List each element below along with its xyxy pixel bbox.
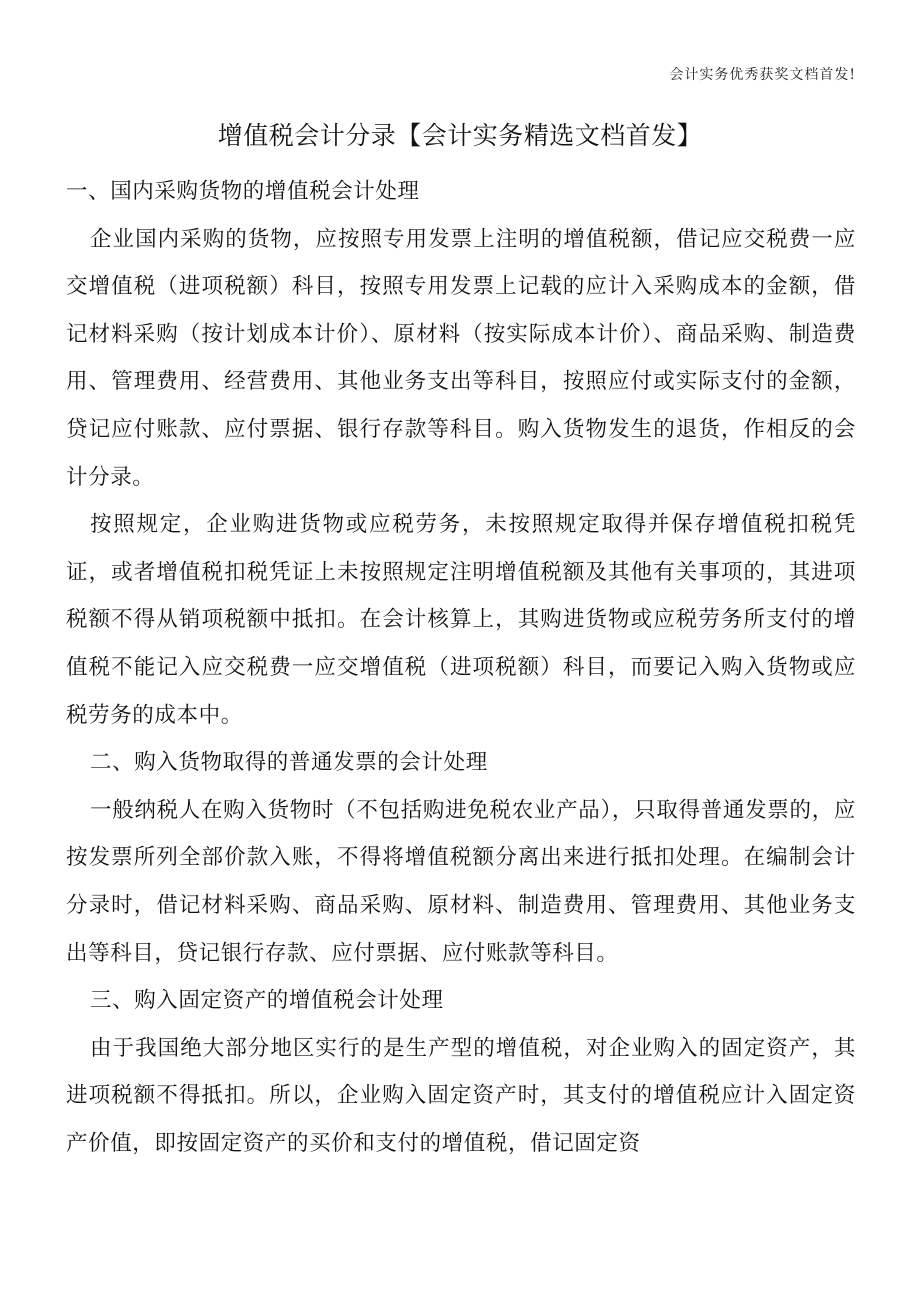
section3-paragraph-1: 由于我国绝大部分地区实行的是生产型的增值税，对企业购入的固定资产，其进项税额不得抵扣。所以，企业购入固定资产时，其支付的增值税应计入固定资产价值，即按固定资产的买价和支付的增值税，借记固定资 [66,1035,856,1156]
section2-heading: 二、购入货物取得的普通发票的会计处理 [90,750,488,776]
document-body [66,168,856,1167]
section1-paragraph-2: 按照规定，企业购进货物或应税劳务，未按照规定取得并保存增值税扣税凭证，或者增值税扣税凭证上未按照规定注明增值税额及其他有关事项的，其进项税额不得从销项税额中抵扣。在会计核算上，其购进货物或应税劳务所支付的增值税不能记入应交税费一应交增值税（进项税额）科目，而要记入购入货物或应税劳务的成本中。 [66,512,856,728]
header-note: 会计实务优秀获奖文档首发! [669,67,856,83]
section1-paragraph-1: 企业国内采购的货物，应按照专用发票上注明的增值税额，借记应交税费一应交增值税（进项税额）科目，按照专用发票上记载的应计入采购成本的金额，借记材料采购（按计划成本计价）、原材料（按实际成本计价）、商品采购、制造费用、管理费用、经营费用、其他业务支出等科目，按照应付或实际支付的金额，贷记应付账款、应付票据、银行存款等科目。购入货物发生的退货，作相反的会计分录。 [66,226,856,490]
section1-heading: 一、国内采购货物的增值税会计处理 [66,179,420,204]
document-title: 增值税会计分录【会计实务精选文档首发】 [217,121,703,150]
section3-heading: 三、购入固定资产的增值税会计处理 [90,988,444,1014]
section2-paragraph-1: 一般纳税人在购入货物时（不包括购进免税农业产品），只取得普通发票的，应按发票所列全部价款入账，不得将增值税额分离出来进行抵扣处理。在编制会计分录时，借记材料采购、商品采购、原材料、制造费用、管理费用、其他业务支出等科目，贷记银行存款、应付票据、应付账款等科目。 [66,797,856,966]
